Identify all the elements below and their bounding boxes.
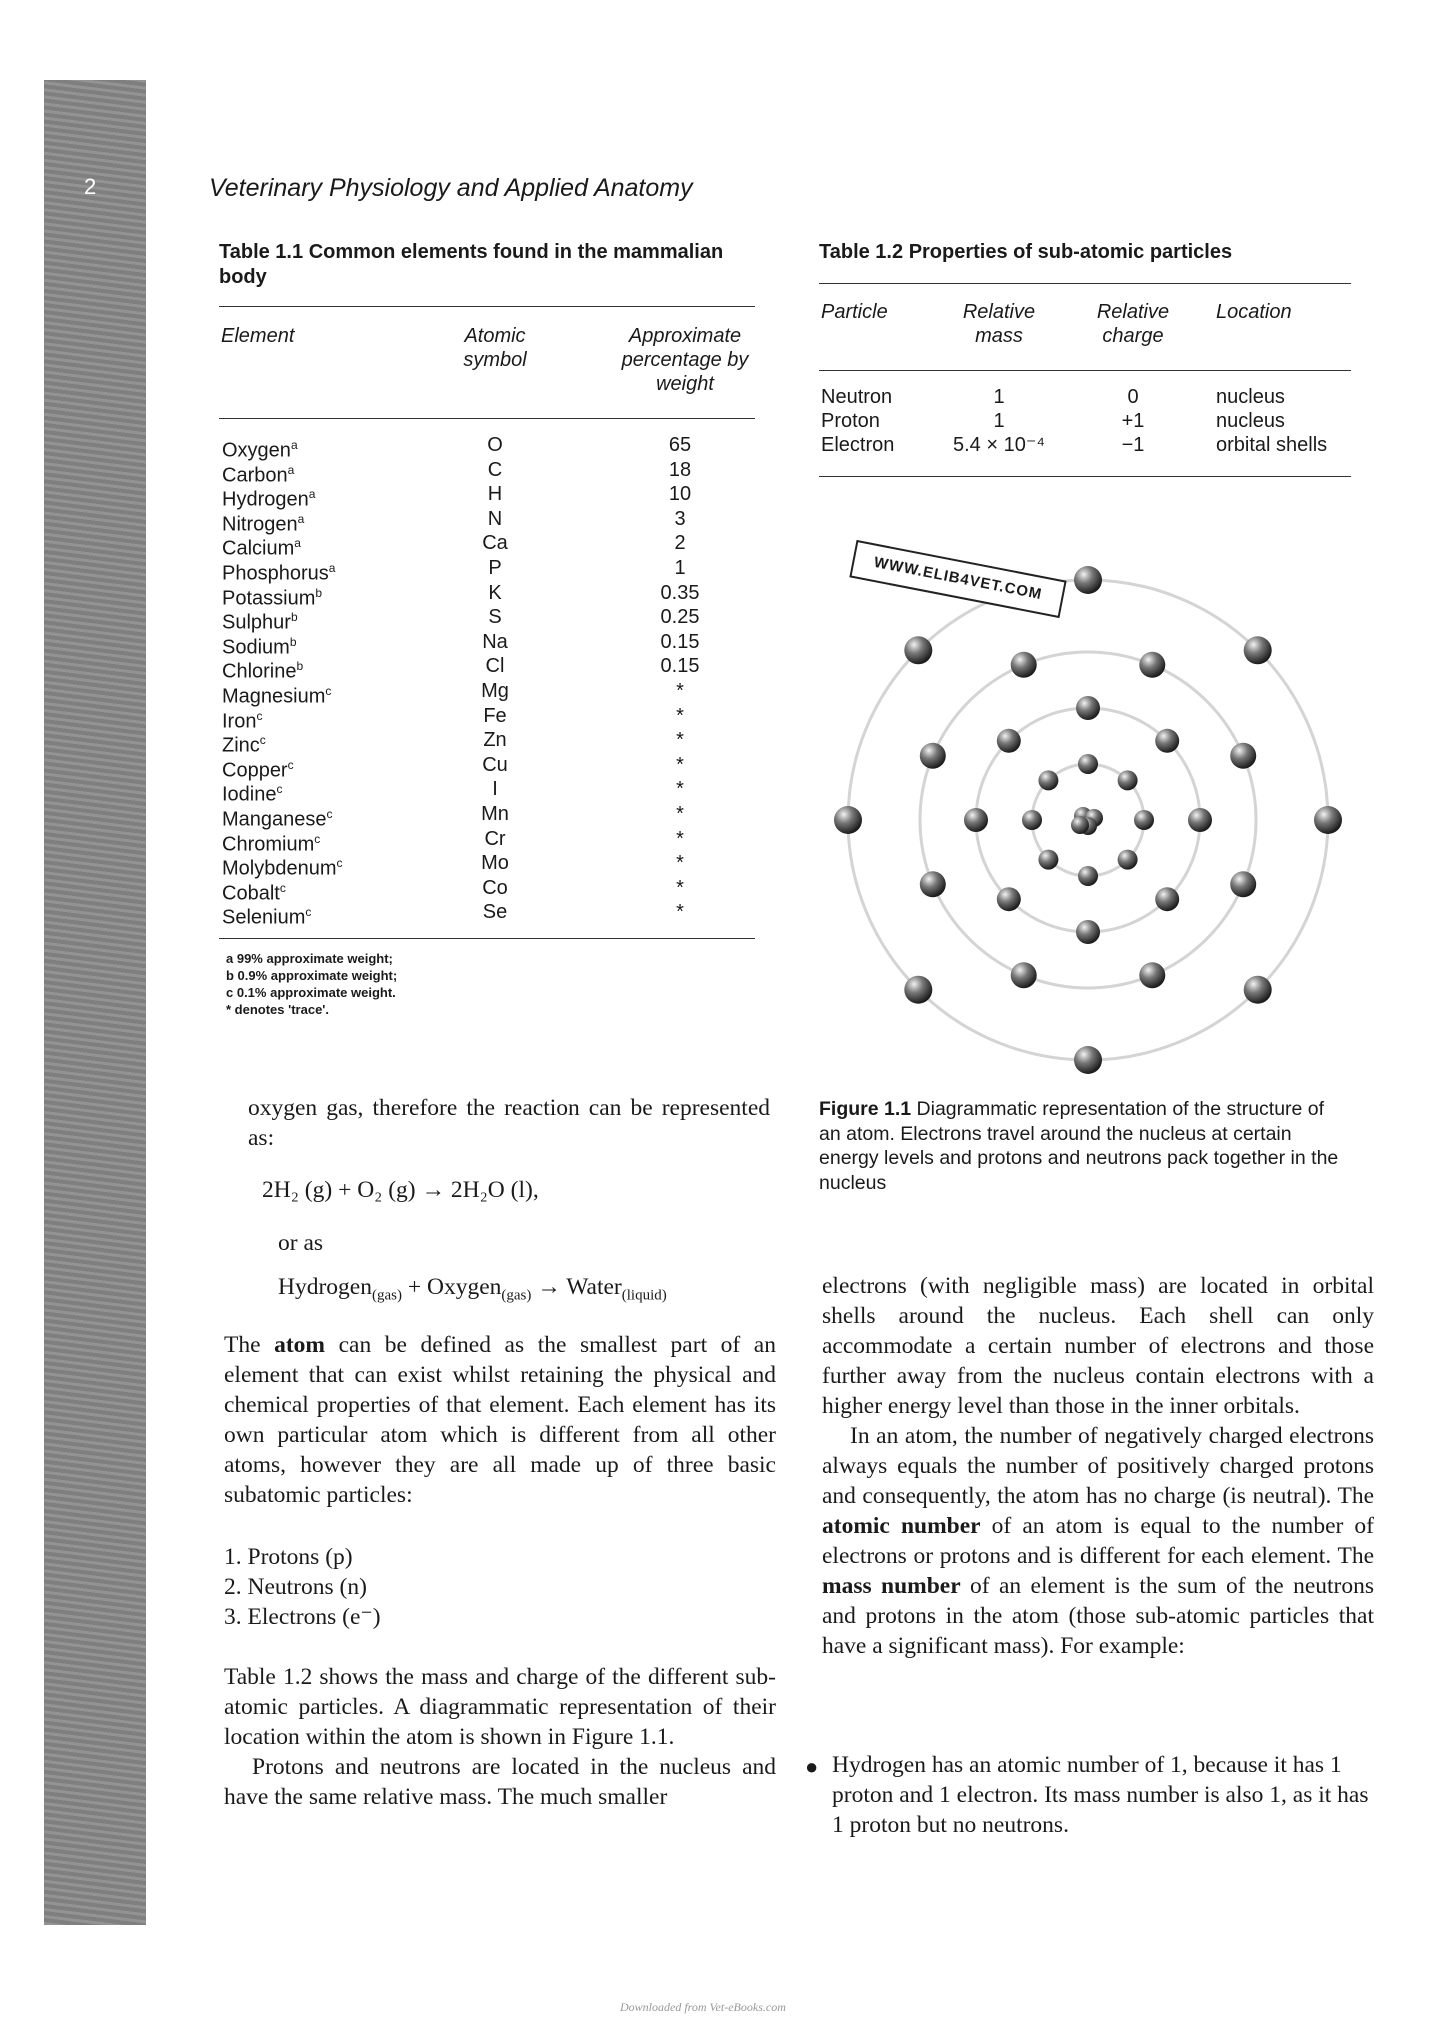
table1-symbol-cell: Cu <box>482 753 508 776</box>
table1-element-cell: Oxygen$^a$ <box>222 438 298 462</box>
table1-element-cell: Molybdenum$^c$ <box>222 856 343 880</box>
table1-element-cell: Hydrogen$^a$ <box>222 487 316 511</box>
electron <box>1139 652 1165 678</box>
electron <box>1022 810 1042 830</box>
electron <box>1188 808 1212 832</box>
table2-location-cell: orbital shells <box>1216 434 1328 456</box>
table2-location-cell: nucleus <box>1216 386 1285 408</box>
electron <box>1118 770 1138 790</box>
table2-particle-cell: Neutron <box>821 386 893 408</box>
electron <box>1244 976 1272 1004</box>
left-paragraph-1: oxygen gas, therefore the reaction can be represented as: <box>248 1095 770 1151</box>
table1-symbol-cell: I <box>492 778 498 801</box>
table1-symbol-cell: Cl <box>485 655 505 678</box>
electron <box>1230 743 1256 769</box>
electron <box>1134 810 1154 830</box>
table1-percentage-cell: 65 <box>668 434 692 456</box>
table1-symbol-cell: Se <box>482 901 508 924</box>
table1-percentage-cell: 18 <box>668 458 692 481</box>
electron <box>920 743 946 769</box>
particle-list <box>224 1542 381 1632</box>
electron <box>1244 636 1272 664</box>
footnote: c 0.1% approximate weight. <box>226 985 396 1000</box>
table2-mass-cell: 1 <box>993 410 1005 432</box>
table1-symbol-cell: Cr <box>484 827 506 850</box>
electron <box>1118 850 1138 870</box>
table1-percentage-cell: * <box>676 827 684 850</box>
table2-header-rule <box>819 370 1351 371</box>
page-footer: Downloaded from Vet-eBooks.com <box>620 2000 786 2014</box>
table2-charge-cell: 0 <box>1127 386 1139 408</box>
table1-symbol-cell: Mg <box>481 679 509 702</box>
table1-symbol-cell: Mo <box>481 852 509 875</box>
electron <box>1076 920 1100 944</box>
table1-top-rule <box>219 306 755 307</box>
table1-element-cell: Potassium$^b$ <box>222 585 323 610</box>
table1-percentage-cell: 0.25 <box>660 606 700 629</box>
table1-percentage-column <box>630 433 730 925</box>
table2-particle-column <box>821 385 894 457</box>
electron <box>904 636 932 664</box>
table1-symbol-cell: O <box>487 434 503 456</box>
electron <box>1155 887 1179 911</box>
table1-symbol-cell: Ca <box>482 532 508 555</box>
table1-element-cell: Chromium$^c$ <box>222 831 321 856</box>
table2-location-cell: nucleus <box>1216 410 1285 432</box>
table1-symbol-cell: S <box>488 606 502 629</box>
table2-location-column <box>1216 385 1327 457</box>
electron <box>1078 866 1098 886</box>
table2-header-particle: Particle <box>821 301 888 323</box>
table1-element-cell: Carbon$^a$ <box>222 462 295 487</box>
bullet-icon: ● <box>805 1754 819 1779</box>
table1-element-cell: Copper$^c$ <box>222 757 294 782</box>
table1-percentage-cell: * <box>676 802 684 825</box>
electron <box>964 808 988 832</box>
table2-mass-column <box>942 385 1056 457</box>
table1-caption: Table 1.1 Common elements found in the mammalian body <box>219 241 724 288</box>
table2-particle-cell: Electron <box>821 434 895 456</box>
electron <box>1038 770 1058 790</box>
table1-symbol-cell: P <box>488 556 502 579</box>
table1-header-symbol: Atomic symbol <box>463 325 527 371</box>
table1-element-cell: Nitrogen$^a$ <box>222 511 305 536</box>
atom-diagram <box>830 548 1390 1088</box>
electron <box>1078 754 1098 774</box>
table1-percentage-cell: 2 <box>674 532 686 555</box>
footnote: a 99% approximate weight; <box>226 951 393 966</box>
table2-header-location: Location <box>1216 301 1292 323</box>
table1-symbol-column <box>445 433 545 925</box>
table1-header-percentage: Approximate percentage by weight <box>621 325 749 395</box>
table2-bottom-rule <box>819 476 1351 477</box>
table1-symbol-cell: H <box>487 483 503 506</box>
electron <box>1314 806 1342 834</box>
table1-percentage-cell: * <box>676 729 684 752</box>
table1-element-cell: Chlorine$^b$ <box>222 659 304 683</box>
table1-symbol-cell: N <box>487 507 503 530</box>
table1-percentage-cell: * <box>676 778 684 801</box>
equation-2: Hydrogen$_{(gas)}$ + Oxygen$_{(gas)}$ → Water$_{(liquid)}$ <box>278 1274 667 1304</box>
electron <box>904 976 932 1004</box>
electron <box>1011 652 1037 678</box>
table1-symbol-cell: Na <box>482 630 508 653</box>
bullet-item-hydrogen: ● Hydrogen has an atomic number of 1, because it has 1 proton and 1 electron. Its mass number is also 1, as it has 1 proton but no neutrons. <box>805 1752 1369 1838</box>
electron <box>1074 566 1102 594</box>
table2-caption: Table 1.2 Properties of sub-atomic particles <box>819 241 1233 263</box>
table1-element-cell: Magnesium$^c$ <box>222 683 332 708</box>
table1-footnotes <box>226 950 397 1018</box>
electron <box>1074 1046 1102 1074</box>
table1-percentage-cell: 0.15 <box>660 630 700 653</box>
table1-percentage-cell: * <box>676 852 684 875</box>
table1-element-cell: Sulphur$^b$ <box>222 610 298 634</box>
table1-percentage-cell: * <box>676 704 684 727</box>
watermark-stamp: WWW.ELIB4VET.COM <box>849 540 1066 618</box>
table1-element-cell: Selenium$^c$ <box>222 905 312 929</box>
footnote: b 0.9% approximate weight; <box>226 968 398 983</box>
table1-symbol-cell: Mn <box>481 802 509 825</box>
table1-symbol-cell: Fe <box>483 704 507 727</box>
table1-element-cell: Manganese$^c$ <box>222 806 333 831</box>
table2-mass-cell: 1 <box>993 386 1005 408</box>
table1-element-cell: Phosphorus$^a$ <box>222 560 336 585</box>
or-as-text: or as <box>278 1230 324 1256</box>
table1-percentage-cell: 3 <box>674 507 686 530</box>
table1-element-cell: Iron$^c$ <box>222 708 263 733</box>
right-paragraphs: electrons (with negligible mass) are located in orbital shells around the nucleus. Each shell can only accommodate a certain number of electrons and those further away from the nucleus contain electrons with a higher energy level than those in the inner orbitals. In an atom, the number of negatively charged electrons always equals the number of positively charged protons and consequently, the atom has no charge (is neutral). The atomic number of an atom is equal to the number of electrons or protons and is different for each element. The mass number of an element is the sum of the neutrons and protons in the atom (those sub-atomic particles that have a significant mass). For example: <box>822 1273 1374 1659</box>
table1-symbol-cell: Zn <box>483 729 507 752</box>
table1-element-column <box>222 433 343 929</box>
table1-element-cell: Iodine$^c$ <box>222 782 283 806</box>
table1-element-cell: Sodium$^b$ <box>222 634 297 659</box>
table1-element-cell: Cobalt$^c$ <box>222 880 286 905</box>
electron <box>1011 962 1037 988</box>
page-edge-bar <box>44 80 146 1925</box>
electron <box>834 806 862 834</box>
table2-charge-cell: +1 <box>1121 410 1145 432</box>
table1-percentage-cell: * <box>676 901 684 924</box>
table1-percentage-cell: * <box>676 753 684 776</box>
electron <box>1155 729 1179 753</box>
table2-charge-cell: −1 <box>1121 434 1145 456</box>
table1-header-element: Element <box>221 325 295 347</box>
running-head: Veterinary Physiology and Applied Anatomy <box>209 174 693 202</box>
table1-percentage-cell: 0.15 <box>660 655 700 678</box>
table2-mass-cell: 5.4 × 10⁻⁴ <box>953 434 1045 456</box>
electron <box>1038 850 1058 870</box>
table1-header-rule <box>219 418 755 419</box>
list-item: 3. Electrons (e⁻) <box>224 1604 381 1630</box>
list-item: 1. Protons (p) <box>224 1544 353 1570</box>
table1-percentage-cell: 0.35 <box>660 581 700 604</box>
table1-element-cell: Zinc$^c$ <box>222 733 266 757</box>
electron <box>920 871 946 897</box>
table1-bottom-rule <box>219 938 755 939</box>
equation-1: 2H₂ (g) + O₂ (g) → 2H₂O (l), <box>262 1177 539 1203</box>
table1-symbol-cell: C <box>487 458 503 481</box>
left-paragraph-2: The atom can be defined as the smallest part of an element that can exist whilst retaining the physical and chemical properties of that element. Each element has its own particular atom which is different from all other atoms, however they are all made up of three basic subatomic particles: <box>224 1332 776 1508</box>
footnote: * denotes 'trace'. <box>226 1002 329 1017</box>
table1-percentage-cell: 1 <box>674 556 686 579</box>
table2-charge-column <box>1078 385 1188 457</box>
electron <box>997 887 1021 911</box>
table2-header-charge: Relative charge <box>1096 301 1170 347</box>
electron <box>1076 696 1100 720</box>
table1-element-cell: Calcium$^a$ <box>222 536 301 561</box>
table1-percentage-cell: 10 <box>668 483 692 506</box>
table2-top-rule <box>819 283 1351 284</box>
table2-header-mass: Relative mass <box>962 301 1036 347</box>
left-paragraph-3: Table 1.2 shows the mass and charge of the different sub-atomic particles. A diagrammatic representation of their location within the atom is shown in Figure 1.1. Protons and neutrons are located in the nucleus and have the same relative mass. The much smaller <box>224 1664 776 1810</box>
table1-percentage-cell: * <box>676 679 684 702</box>
nucleon <box>1071 816 1089 834</box>
electron <box>1139 962 1165 988</box>
table1-percentage-cell: * <box>676 876 684 899</box>
table1-symbol-cell: K <box>488 581 502 604</box>
table1-symbol-cell: Co <box>482 876 508 899</box>
electron-group <box>834 566 1342 1074</box>
electron <box>1230 871 1256 897</box>
list-item: 2. Neutrons (n) <box>224 1574 367 1600</box>
figure-caption: Figure 1.1 Diagrammatic representation of the structure of an atom. Electrons travel around the nucleus at certain energy levels and protons and neutrons pack together in the nucleus <box>819 1098 1339 1194</box>
electron <box>997 729 1021 753</box>
table2-particle-cell: Proton <box>821 410 880 432</box>
page-number: 2 <box>84 174 97 199</box>
